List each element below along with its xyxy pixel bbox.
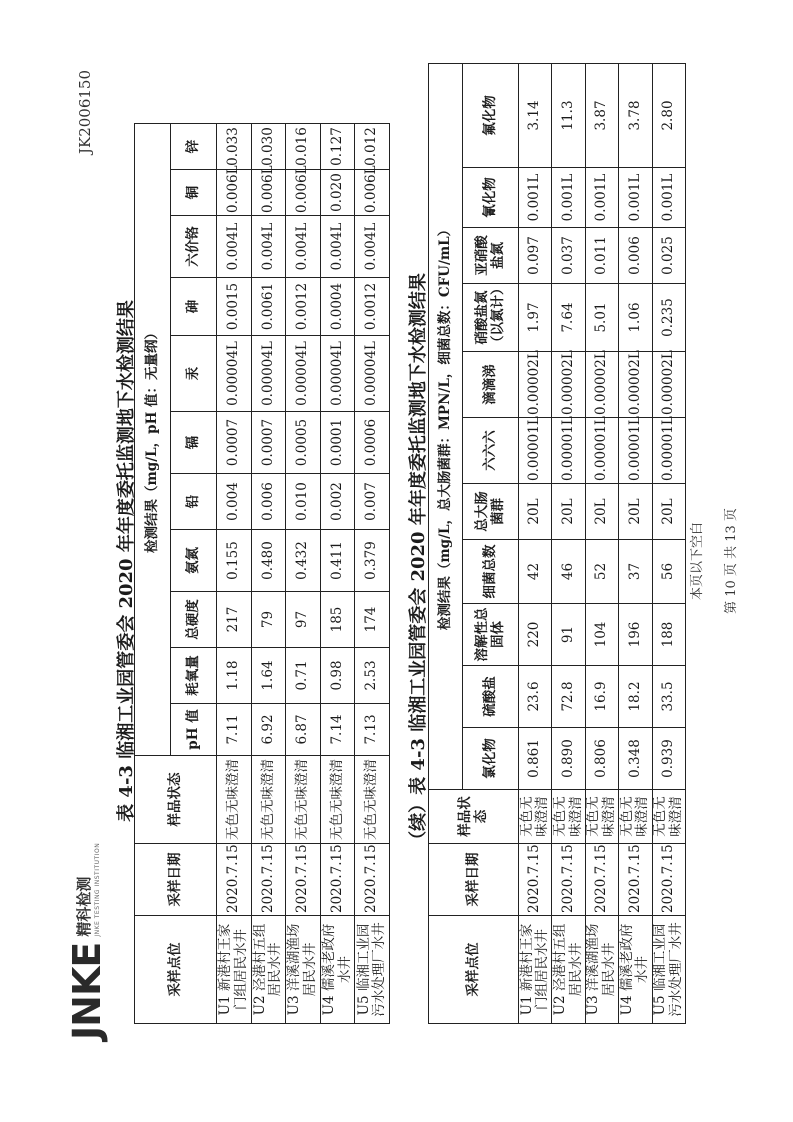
table-row — [286, 123, 321, 1023]
value-cell: 16.9 — [585, 666, 618, 728]
date-cell: 2020.7.15 — [619, 844, 652, 916]
value-cell: 0.00001L — [552, 418, 585, 484]
table-row — [355, 123, 390, 1023]
value-cell: 52 — [585, 540, 618, 604]
logo-mark: JNKE — [65, 942, 109, 1040]
value-cell: 0.004L — [251, 216, 286, 278]
table1-param-header: pH 值 — [171, 704, 217, 756]
value-cell: 0.00001L — [652, 418, 685, 484]
value-cell: 0.004L — [286, 216, 321, 278]
value-cell: 0.006 — [619, 228, 652, 284]
table1-col-state: 样品状态 — [135, 756, 217, 844]
value-cell: 0.00004L — [355, 336, 390, 412]
value-cell: 0.00001L — [619, 418, 652, 484]
date-cell: 2020.7.15 — [251, 844, 286, 916]
value-cell: 20L — [619, 484, 652, 540]
table2-col-site: 采样点位 — [429, 916, 519, 1024]
value-cell: 72.8 — [552, 666, 585, 728]
table-row — [652, 63, 685, 1023]
end-note: 本页以下空白 — [690, 522, 705, 601]
table2-param-header: 溶解性总固体 — [463, 604, 519, 666]
table2-param-header: 滴滴涕 — [463, 352, 519, 418]
value-cell: 0.001L — [519, 168, 552, 228]
value-cell: 220 — [519, 604, 552, 666]
value-cell: 33.5 — [652, 666, 685, 728]
state-cell: 无色无味澄清 — [251, 756, 286, 844]
value-cell: 0.00004L — [251, 336, 286, 412]
date-cell: 2020.7.15 — [320, 844, 355, 916]
table1-group-header: 检测结果（mg/L，pH 值：无量纲） — [135, 123, 171, 755]
value-cell: 0.020 — [320, 170, 355, 216]
value-cell: 0.001L — [585, 168, 618, 228]
value-cell: 42 — [519, 540, 552, 604]
table1-param-header: 锌 — [171, 123, 217, 169]
value-cell: 7.64 — [552, 284, 585, 352]
table2-col-state: 样品状态 — [429, 790, 519, 844]
value-cell: 0.432 — [286, 530, 321, 592]
value-cell: 56 — [652, 540, 685, 604]
value-cell: 0.011 — [585, 228, 618, 284]
table1-param-header: 汞 — [171, 336, 217, 412]
value-cell: 0.001L — [619, 168, 652, 228]
value-cell: 1.18 — [217, 648, 252, 704]
table1-param-header: 耗氧量 — [171, 648, 217, 704]
value-cell: 0.0005 — [286, 412, 321, 474]
value-cell: 0.00002L — [652, 352, 685, 418]
value-cell: 0.006 — [251, 474, 286, 530]
table2-caption: （续）表 4-3 临湘工业园管委会 2020 年年度委托监测地下水检测结果 — [408, 273, 429, 849]
state-cell: 无色无味澄清 — [619, 790, 652, 844]
date-cell: 2020.7.15 — [652, 844, 685, 916]
site-cell: U4 儒溪老政府水井 — [320, 916, 355, 1024]
table2-param-header: 氰化物 — [463, 168, 519, 228]
value-cell: 0.379 — [355, 530, 390, 592]
table1-caption: 表 4-3 临湘工业园管委会 2020 年年度委托监测地下水检测结果 — [116, 300, 137, 822]
table-row — [251, 123, 286, 1023]
value-cell: 0.00001L — [519, 418, 552, 484]
table1-param-header: 总硬度 — [171, 592, 217, 648]
value-cell: 0.001L — [552, 168, 585, 228]
state-cell: 无色无味澄清 — [286, 756, 321, 844]
report-number: JK2006150 — [76, 70, 94, 155]
value-cell: 0.012 — [355, 123, 390, 169]
value-cell: 0.006L — [251, 170, 286, 216]
date-cell: 2020.7.15 — [355, 844, 390, 916]
table1-param-header: 氨氮 — [171, 530, 217, 592]
value-cell: 0.010 — [286, 474, 321, 530]
value-cell: 0.033 — [217, 123, 252, 169]
value-cell: 0.0006 — [355, 412, 390, 474]
value-cell: 20L — [519, 484, 552, 540]
value-cell: 0.006L — [217, 170, 252, 216]
value-cell: 0.097 — [519, 228, 552, 284]
date-cell: 2020.7.15 — [519, 844, 552, 916]
value-cell: 0.0061 — [251, 278, 286, 336]
value-cell: 0.00004L — [217, 336, 252, 412]
state-cell: 无色无味澄清 — [355, 756, 390, 844]
value-cell: 0.002 — [320, 474, 355, 530]
value-cell: 1.06 — [619, 284, 652, 352]
value-cell: 174 — [355, 592, 390, 648]
state-cell: 无色无味澄清 — [552, 790, 585, 844]
value-cell: 0.00001L — [585, 418, 618, 484]
value-cell: 11.3 — [552, 63, 585, 167]
value-cell: 0.006L — [355, 170, 390, 216]
table2-param-header: 亚硝酸盐氮 — [463, 228, 519, 284]
value-cell: 0.411 — [320, 530, 355, 592]
table1-param-header: 铅 — [171, 474, 217, 530]
date-cell: 2020.7.15 — [585, 844, 618, 916]
date-cell: 2020.7.15 — [286, 844, 321, 916]
table-row — [320, 123, 355, 1023]
value-cell: 0.890 — [552, 728, 585, 790]
value-cell: 0.0001 — [320, 412, 355, 474]
table-row — [619, 63, 652, 1023]
value-cell: 217 — [217, 592, 252, 648]
state-cell: 无色无味澄清 — [652, 790, 685, 844]
value-cell: 0.030 — [251, 123, 286, 169]
value-cell: 0.00002L — [585, 352, 618, 418]
table1-groundwater-results — [134, 123, 390, 1024]
value-cell: 0.001L — [652, 168, 685, 228]
value-cell: 0.004L — [320, 216, 355, 278]
value-cell: 0.004L — [217, 216, 252, 278]
value-cell: 6.87 — [286, 704, 321, 756]
value-cell: 0.00002L — [619, 352, 652, 418]
value-cell: 46 — [552, 540, 585, 604]
table2-param-header: 氯化物 — [463, 728, 519, 790]
value-cell: 185 — [320, 592, 355, 648]
value-cell: 0.0015 — [217, 278, 252, 336]
value-cell: 0.0007 — [217, 412, 252, 474]
value-cell: 3.78 — [619, 63, 652, 167]
table2-param-header: 细菌总数 — [463, 540, 519, 604]
value-cell: 7.14 — [320, 704, 355, 756]
value-cell: 0.861 — [519, 728, 552, 790]
state-cell: 无色无味澄清 — [320, 756, 355, 844]
value-cell: 20L — [652, 484, 685, 540]
company-logo — [66, 843, 108, 1040]
logo-en: JNKE TESTING INSTITUTION — [94, 842, 101, 937]
value-cell: 0.127 — [320, 123, 355, 169]
table1-param-header: 镉 — [171, 412, 217, 474]
value-cell: 0.0004 — [320, 278, 355, 336]
date-cell: 2020.7.15 — [552, 844, 585, 916]
value-cell: 7.13 — [355, 704, 390, 756]
value-cell: 2.53 — [355, 648, 390, 704]
site-cell: U3 洋溪湖渔场居民水井 — [286, 916, 321, 1024]
table1-col-date: 采样日期 — [135, 844, 217, 916]
state-cell: 无色无味澄清 — [585, 790, 618, 844]
value-cell: 0.939 — [652, 728, 685, 790]
table2-param-header: 硫酸盐 — [463, 666, 519, 728]
value-cell: 0.025 — [652, 228, 685, 284]
value-cell: 3.87 — [585, 63, 618, 167]
site-cell: U1 新港村王家门组居民水井 — [217, 916, 252, 1024]
site-cell: U1 新港村王家门组居民水井 — [519, 916, 552, 1024]
value-cell: 0.480 — [251, 530, 286, 592]
table1-param-header: 六价铬 — [171, 216, 217, 278]
value-cell: 7.11 — [217, 704, 252, 756]
table2-groundwater-results — [428, 63, 686, 1024]
value-cell: 188 — [652, 604, 685, 666]
table-row — [217, 123, 252, 1023]
value-cell: 0.004 — [217, 474, 252, 530]
value-cell: 2.80 — [652, 63, 685, 167]
table-row — [552, 63, 585, 1023]
site-cell: U4 儒溪老政府水井 — [619, 916, 652, 1024]
table2-param-header: 硝酸盐氮（以氮计） — [463, 284, 519, 352]
state-cell: 无色无味澄清 — [519, 790, 552, 844]
value-cell: 0.0007 — [251, 412, 286, 474]
value-cell: 0.00004L — [320, 336, 355, 412]
value-cell: 79 — [251, 592, 286, 648]
value-cell: 91 — [552, 604, 585, 666]
value-cell: 0.0012 — [286, 278, 321, 336]
value-cell: 0.806 — [585, 728, 618, 790]
table2-group-header: 检测结果（mg/L，总大肠菌群：MPN/L，细菌总数：CFU/mL） — [429, 63, 463, 789]
table2-param-header: 六六六 — [463, 418, 519, 484]
site-cell: U5 临湘工业园污水处理厂水井 — [355, 916, 390, 1024]
value-cell: 0.00002L — [519, 352, 552, 418]
value-cell: 0.037 — [552, 228, 585, 284]
value-cell: 0.155 — [217, 530, 252, 592]
table1-param-header: 砷 — [171, 278, 217, 336]
value-cell: 37 — [619, 540, 652, 604]
site-cell: U5 临湘工业园污水处理厂水井 — [652, 916, 685, 1024]
page-number: 第 10 页 共 13 页 — [724, 508, 739, 614]
value-cell: 23.6 — [519, 666, 552, 728]
value-cell: 0.0012 — [355, 278, 390, 336]
date-cell: 2020.7.15 — [217, 844, 252, 916]
table2-param-header: 总大肠菌群 — [463, 484, 519, 540]
value-cell: 6.92 — [251, 704, 286, 756]
value-cell: 0.004L — [355, 216, 390, 278]
table2-param-header: 氟化物 — [463, 63, 519, 167]
value-cell: 20L — [585, 484, 618, 540]
table2-col-date: 采样日期 — [429, 844, 519, 916]
value-cell: 97 — [286, 592, 321, 648]
value-cell: 104 — [585, 604, 618, 666]
site-cell: U3 洋溪湖渔场居民水井 — [585, 916, 618, 1024]
value-cell: 196 — [619, 604, 652, 666]
logo-cn: 精科检测 — [75, 876, 93, 937]
site-cell: U2 泾港村五组居民水井 — [552, 916, 585, 1024]
value-cell: 5.01 — [585, 284, 618, 352]
table1-col-site: 采样点位 — [135, 916, 217, 1024]
value-cell: 0.006L — [286, 170, 321, 216]
value-cell: 0.00002L — [552, 352, 585, 418]
value-cell: 0.348 — [619, 728, 652, 790]
value-cell: 0.007 — [355, 474, 390, 530]
site-cell: U2 泾港村五组居民水井 — [251, 916, 286, 1024]
value-cell: 0.98 — [320, 648, 355, 704]
value-cell: 0.235 — [652, 284, 685, 352]
value-cell: 1.97 — [519, 284, 552, 352]
table1-param-header: 铜 — [171, 170, 217, 216]
table-row — [519, 63, 552, 1023]
value-cell: 18.2 — [619, 666, 652, 728]
table-row — [585, 63, 618, 1023]
value-cell: 3.14 — [519, 63, 552, 167]
value-cell: 0.016 — [286, 123, 321, 169]
value-cell: 0.71 — [286, 648, 321, 704]
value-cell: 1.64 — [251, 648, 286, 704]
value-cell: 20L — [552, 484, 585, 540]
state-cell: 无色无味澄清 — [217, 756, 252, 844]
value-cell: 0.00004L — [286, 336, 321, 412]
